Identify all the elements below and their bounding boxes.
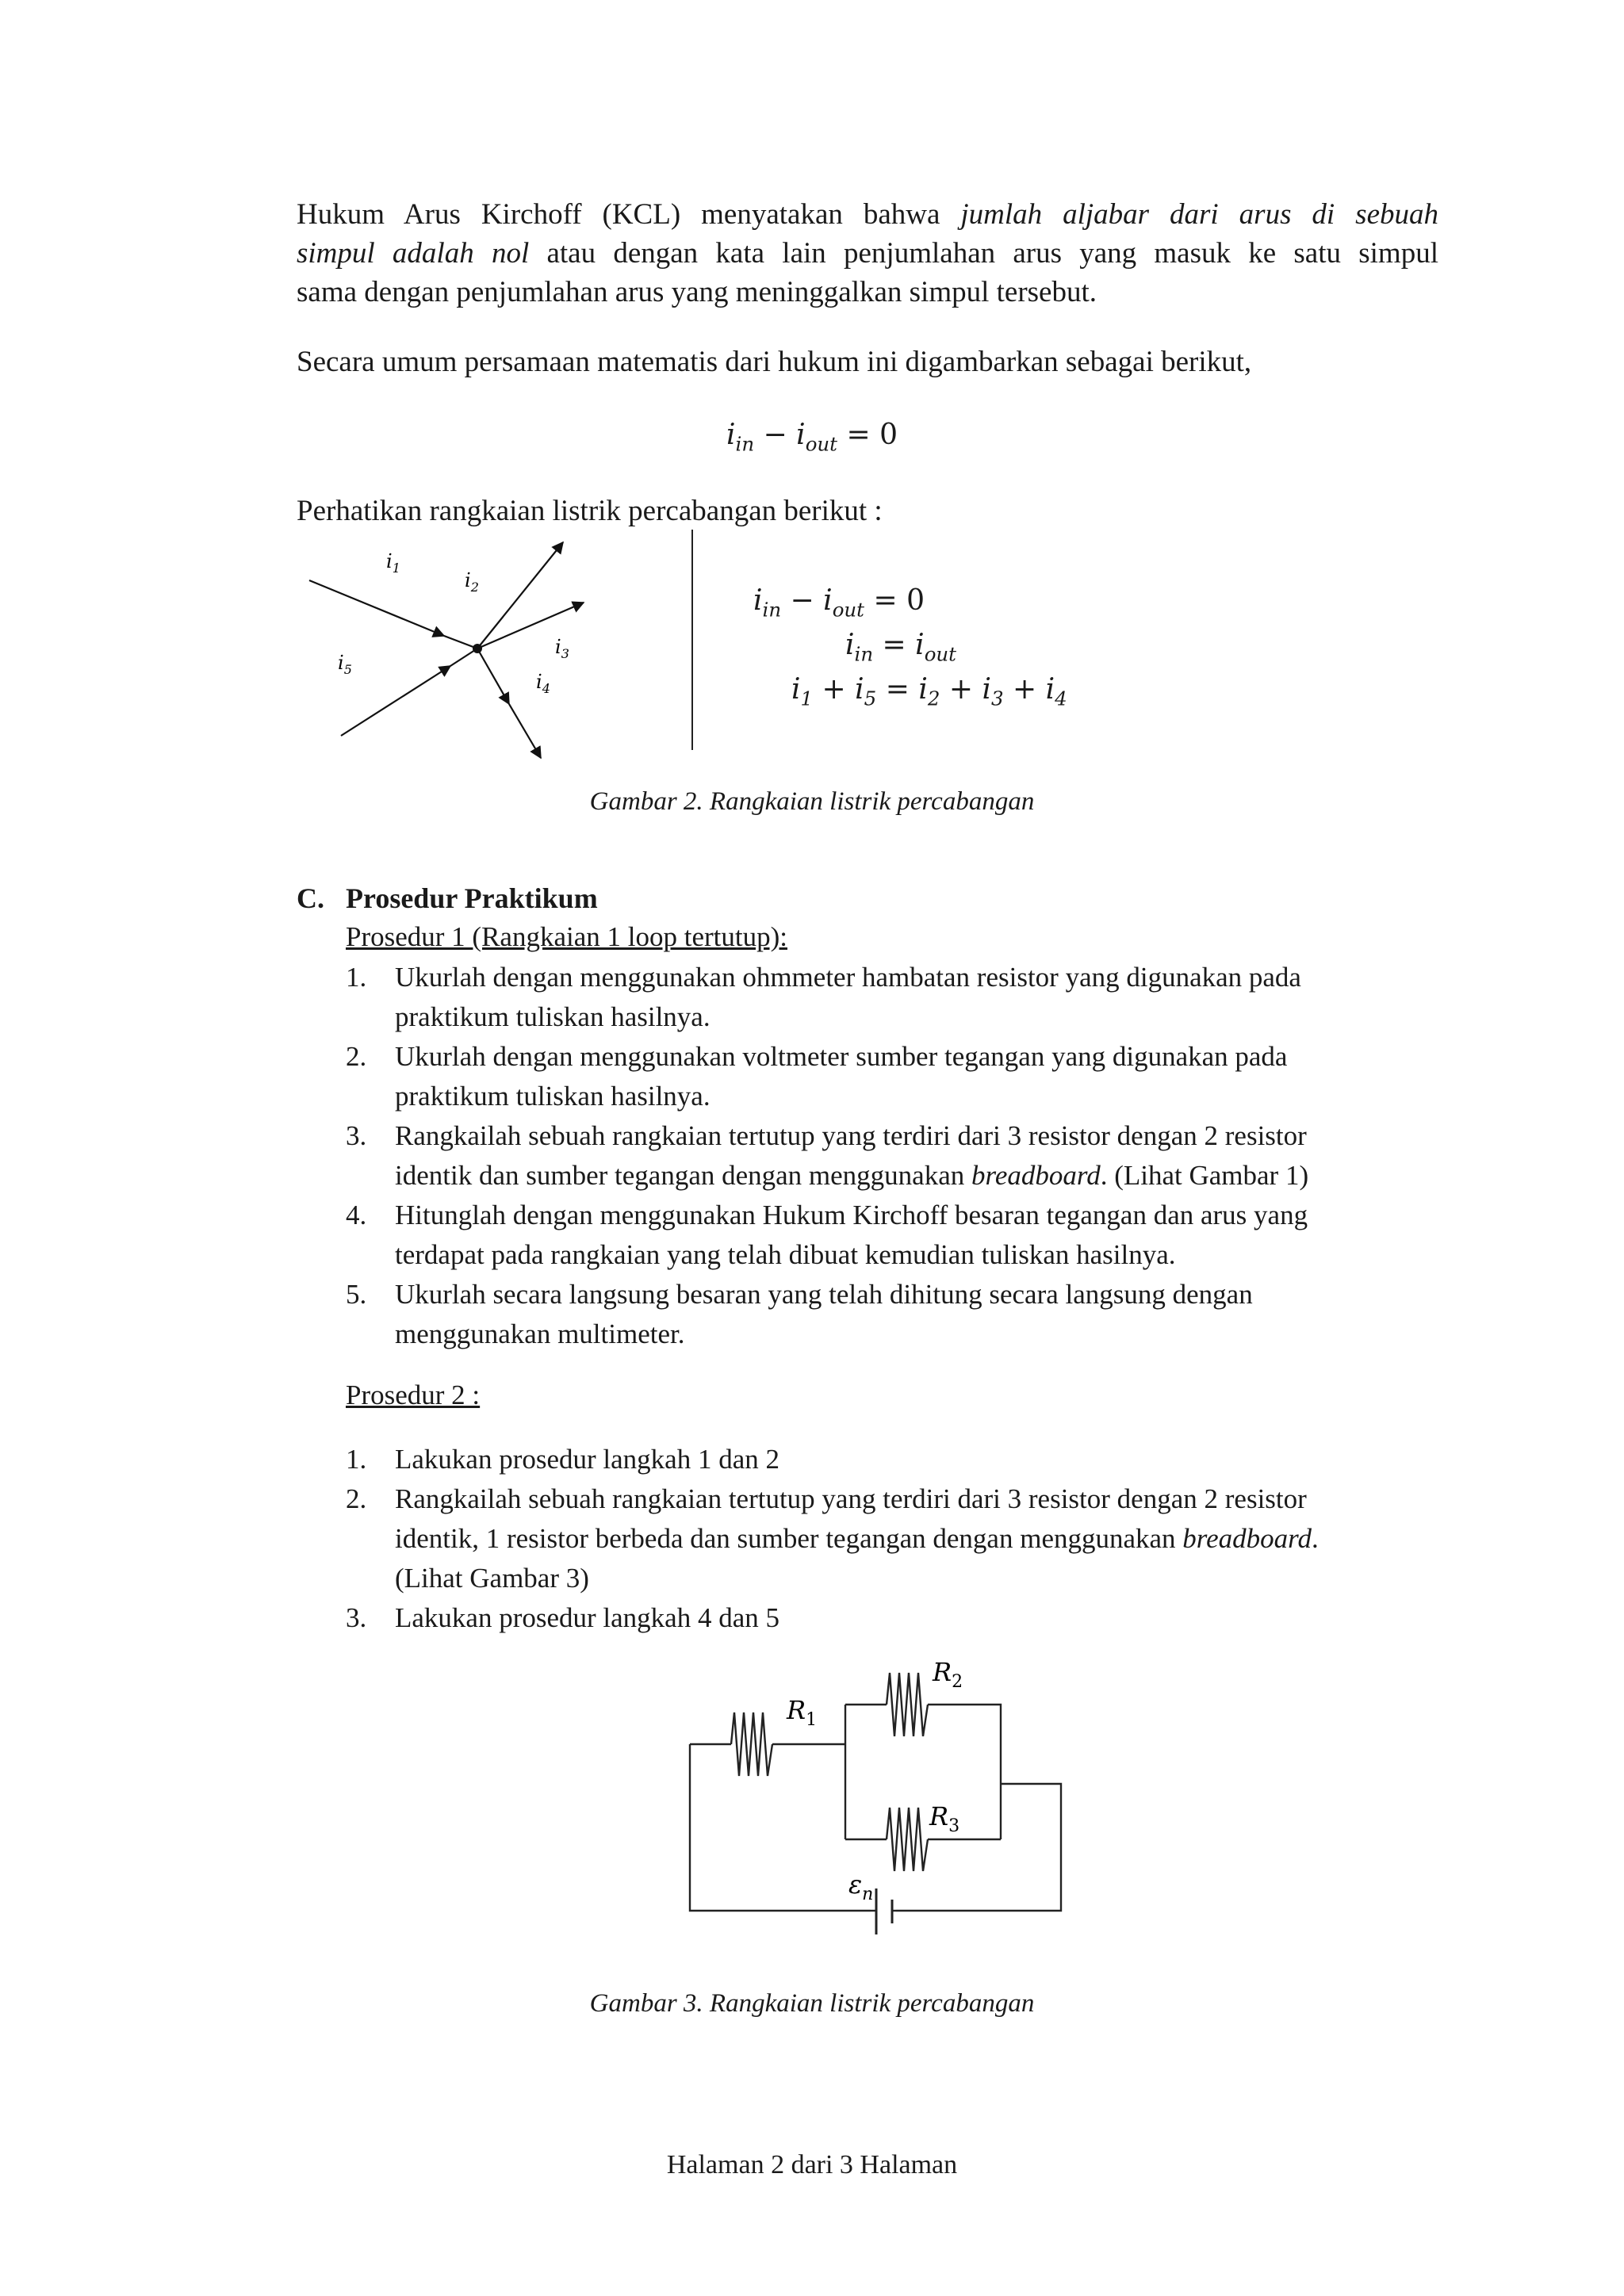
wire-left	[690, 1744, 874, 1911]
procedure2-step-1: 1. Lakukan prosedur langkah 1 dan 2	[346, 1444, 779, 1475]
intro-line-2: simpul adalah nol atau dengan kata lain penjumlahan arus yang masuk ke satu simpul	[297, 237, 1438, 270]
procedure1-step-3: 3. Rangkailah sebuah rangkaian tertutup yang terdiri dari 3 resistor dengan 2 resistor identik dan sumber tegangan dengan menggunakan breadboard. (Lihat Gambar 1)	[346, 1120, 1309, 1191]
branch-i4	[477, 649, 509, 704]
resistor-r2	[887, 1673, 928, 1736]
node-point	[473, 644, 482, 653]
procedure2-step-3: 3. Lakukan prosedur langkah 4 dan 5	[346, 1602, 779, 1633]
procedure1-title: Prosedur 1 (Rangkaian 1 loop tertutup):	[346, 921, 787, 952]
label-r3: $R_3$	[929, 1801, 960, 1836]
procedure1-step-4: 4. Hitunglah dengan menggunakan Hukum Kirchoff besaran tegangan dan arus yang terdapat pada rangkaian yang telah dibuat kemudian tuliskan hasilnya.	[346, 1200, 1308, 1270]
figure3-caption: Gambar 3. Rangkaian listrik percabangan	[589, 1989, 1035, 2018]
equation-line-2: $i_{in} = i_{out}$	[845, 629, 957, 666]
procedure1-step-1: 1. Ukurlah dengan menggunakan ohmmeter hambatan resistor yang digunakan pada praktikum tuliskan hasilnya.	[346, 962, 1301, 1032]
branch-i3	[477, 603, 584, 649]
figure-divider	[691, 530, 693, 750]
procedure2-step-2: 2. Rangkailah sebuah rangkaian tertutup yang terdiri dari 3 resistor dengan 2 resistor identik, 1 resistor berbeda dan sumber tegangan dengan menggunakan breadboard. (Lihat Gambar 3)	[346, 1483, 1319, 1594]
label-i1: $i_1$	[386, 550, 400, 576]
label-i2: $i_2$	[465, 569, 479, 595]
procedure1-step-2: 2. Ukurlah dengan menggunakan voltmeter sumber tegangan yang digunakan pada praktikum tuliskan hasilnya.	[346, 1041, 1288, 1112]
node-diagram	[293, 523, 706, 777]
intro-paragraph	[297, 195, 1438, 312]
circuit-diagram	[642, 1649, 1134, 1982]
resistor-r1	[731, 1712, 772, 1776]
procedure2-steps	[346, 1440, 1472, 1638]
procedure2-title: Prosedur 2 :	[346, 1380, 481, 1410]
intro-line-3: sama dengan penjumlahan arus yang meninggalkan simpul tersebut.	[297, 276, 1097, 308]
label-emf: $\varepsilon_n$	[848, 1869, 874, 1904]
intro-line-1: Hukum Arus Kirchoff (KCL) menyatakan bahwa jumlah aljabar dari arus di sebuah	[297, 198, 1438, 231]
resistor-r3	[887, 1808, 928, 1871]
label-r1: $R_1$	[787, 1695, 818, 1730]
attention-statement: Perhatikan rangkaian listrik percabangan berikut :	[297, 495, 883, 527]
section-c-title: C. Prosedur Praktikum	[297, 882, 598, 914]
label-i3: $i_3$	[555, 636, 569, 661]
label-i5: $i_5$	[338, 652, 352, 677]
procedure1-step-5: 5. Ukurlah secara langsung besaran yang telah dihitung secara langsung dengan menggunakan multimeter.	[346, 1279, 1253, 1349]
branch-i1	[309, 580, 444, 636]
branch-i5	[341, 666, 450, 736]
figure2-equations	[753, 579, 1166, 721]
equation-line-3: $i_1 + i_5 = i_2 + i_3 + i_4$	[791, 673, 1067, 710]
procedure1-steps	[346, 958, 1472, 1354]
general-statement: Secara umum persamaan matematis dari hukum ini digambarkan sebagai berikut,	[297, 346, 1252, 378]
branch-i2	[477, 542, 563, 649]
equation-line-1: $i_{in} - i_{out} = 0$	[753, 584, 925, 622]
label-r2: $R_2$	[933, 1657, 963, 1692]
page-footer: Halaman 2 dari 3 Halaman	[666, 2150, 958, 2179]
label-i4: $i_4$	[536, 671, 550, 696]
kcl-equation: $i_{in} - i_{out} = 0$	[726, 419, 898, 456]
figure2-caption: Gambar 2. Rangkaian listrik percabangan	[589, 787, 1035, 816]
